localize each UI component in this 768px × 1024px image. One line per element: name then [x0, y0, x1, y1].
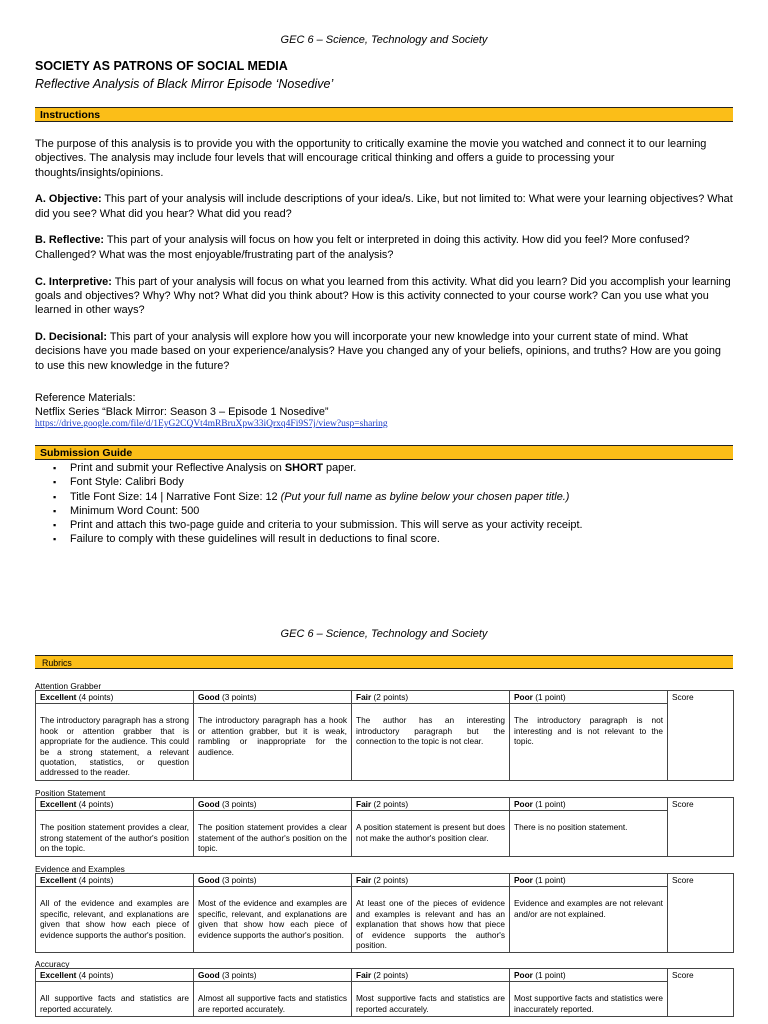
- document-title: SOCIETY AS PATRONS OF SOCIAL MEDIA: [35, 59, 288, 73]
- level-header: [36, 798, 194, 811]
- list-item: [35, 475, 733, 489]
- item-text: Minimum Word Count: 500: [70, 504, 200, 517]
- level-label: Excellent: [40, 692, 77, 702]
- item-text: paper.: [323, 462, 357, 474]
- level-points: (4 points): [76, 692, 114, 702]
- level-label: Good: [198, 875, 220, 885]
- level-points: (4 points): [76, 799, 114, 809]
- level-description: Most supportive facts and statistics were inaccurately reported.: [510, 982, 668, 1017]
- page-header: GEC 6 – Science, Technology and Society: [280, 34, 488, 46]
- level-label: Poor: [514, 799, 533, 809]
- level-description: The introductory paragraph has a strong hook or attention grabber that is appropriate for the audience. This could be a strong statement, a relevant quotation, statistics, or question addressed to the reader.: [36, 704, 194, 780]
- table-row: [36, 798, 734, 811]
- item-bold: SHORT: [284, 462, 324, 474]
- level-description: Most supportive facts and statistics are reported accurately.: [352, 982, 510, 1017]
- level-description: All of the evidence and examples are specific, relevant, and explanations are given that show how each piece of evidence supports the author's position.: [36, 887, 194, 953]
- reference-link[interactable]: https://drive.google.com/file/d/1EyG2CQVt4mRBruXpw33iQrxq4Fi9S7j/view?usp=sharing: [35, 419, 388, 429]
- bullet-icon: ▪: [53, 505, 57, 516]
- level-label: C. Interpretive:: [35, 275, 112, 288]
- level-label: Fair: [356, 799, 372, 809]
- level-points: (1 point): [532, 875, 566, 885]
- table-row: [36, 982, 734, 1017]
- level-points: (3 points): [219, 875, 257, 885]
- level-header: [352, 874, 510, 887]
- table-row: [36, 969, 734, 982]
- level-label: Good: [198, 799, 220, 809]
- level-label: Poor: [514, 970, 533, 980]
- criterion-label: Position Statement: [35, 788, 106, 798]
- level-header: [510, 798, 668, 811]
- list-item: [35, 532, 733, 546]
- level-points: (1 point): [532, 692, 566, 702]
- rubric-table-accuracy: [35, 968, 734, 1017]
- submission-list: [35, 461, 733, 547]
- level-description: There is no position statement.: [510, 811, 668, 856]
- rubric-table-evidence-examples: [35, 873, 734, 953]
- level-description: All supportive facts and statistics are reported accurately.: [36, 982, 194, 1017]
- bullet-icon: ▪: [53, 534, 57, 545]
- level-description: The introductory paragraph has a hook or attention grabber, but it is weak, rambling or inappropriate for the audience.: [194, 704, 352, 780]
- level-label: A. Objective:: [35, 193, 102, 206]
- level-decisional: [35, 330, 733, 373]
- score-cell: Score: [668, 874, 734, 953]
- reference-label: Reference Materials:: [35, 392, 136, 404]
- level-header: [36, 969, 194, 982]
- level-header: [194, 874, 352, 887]
- level-label: Fair: [356, 692, 372, 702]
- bullet-icon: ▪: [53, 477, 57, 488]
- level-reflective: [35, 233, 733, 262]
- level-points: (1 point): [532, 799, 566, 809]
- level-points: (4 points): [76, 875, 114, 885]
- level-text: This part of your analysis will explore how you will incorporate your new knowledge into your current state of mind. What decisions have you made based on your experience/analysis? Have you changed any of your beliefs, opinions, and truths? How are you going to use this new knowledge in the future?: [35, 330, 721, 372]
- table-row: [36, 887, 734, 953]
- item-text: Title Font Size: 14 | Narrative Font Size: 12: [70, 490, 281, 503]
- level-description: The position statement provides a clear statement of the author's position on the topic.: [194, 811, 352, 856]
- level-header: [36, 874, 194, 887]
- level-points: (1 point): [532, 970, 566, 980]
- level-objective: [35, 192, 733, 221]
- item-italic: (Put your full name as byline below your chosen paper title.): [280, 490, 570, 503]
- level-header: [352, 969, 510, 982]
- level-text: This part of your analysis will include descriptions of your idea/s. Like, but not limited to: What were your learning objectives? What did you see? What did you hear? What did you read?: [35, 193, 733, 220]
- level-label: Excellent: [40, 799, 77, 809]
- level-text: This part of your analysis will focus on how you felt or interpreted in doing this activity. How did you feel? More confused? Challenged? What was the most enjoyable/frustrating part of the analysis?: [35, 234, 690, 261]
- level-header: [510, 691, 668, 704]
- instructions-body: [35, 137, 733, 385]
- reference-series: Netflix Series “Black Mirror: Season 3 – Episode 1 Nosedive”: [35, 406, 329, 418]
- level-description: Most of the evidence and examples are specific, relevant, and explanations are given that show how each piece of evidence supports the author's position.: [194, 887, 352, 953]
- score-cell: Score: [668, 691, 734, 781]
- rubric-table-position-statement: [35, 797, 734, 857]
- level-label: B. Reflective:: [35, 234, 104, 247]
- rubrics-heading: Rubrics: [35, 655, 733, 669]
- table-row: [36, 691, 734, 704]
- table-row: [36, 704, 734, 780]
- level-description: The author has an interesting introductory paragraph but the connection to the topic is not clear.: [352, 704, 510, 780]
- level-points: (2 points): [371, 692, 409, 702]
- level-header: [36, 691, 194, 704]
- level-header: [510, 874, 668, 887]
- intro-paragraph: The purpose of this analysis is to provide you with the opportunity to critically examine the movie you watched and connect it to our learning objectives. The analysis may include four levels that will encourage critical thinking and offers a guide to processing your thoughts/insights/opinions.: [35, 138, 707, 179]
- level-points: (3 points): [219, 799, 257, 809]
- page-header: GEC 6 – Science, Technology and Society: [280, 628, 488, 640]
- bullet-icon: ▪: [53, 463, 57, 473]
- level-header: [194, 691, 352, 704]
- level-interpretive: [35, 275, 733, 318]
- level-points: (4 points): [76, 970, 114, 980]
- level-header: [510, 969, 668, 982]
- level-label: D. Decisional:: [35, 330, 108, 343]
- level-points: (2 points): [371, 875, 409, 885]
- level-label: Excellent: [40, 875, 77, 885]
- table-row: [36, 811, 734, 856]
- bullet-icon: ▪: [53, 491, 57, 502]
- level-description: Evidence and examples are not relevant and/or are not explained.: [510, 887, 668, 953]
- level-description: A position statement is present but does not make the author's position clear.: [352, 811, 510, 856]
- level-description: The position statement provides a clear, strong statement of the author's position on the topic.: [36, 811, 194, 856]
- level-header: [194, 798, 352, 811]
- level-header: [352, 691, 510, 704]
- bullet-icon: ▪: [53, 520, 57, 531]
- list-item: [35, 504, 733, 518]
- level-text: This part of your analysis will focus on what you learned from this activity. What did you learn? Did you accomplish your learning goals and objectives? Why? Why not? What did you think about? How is this activity connected to your course work? Can you use what you learned in other ways?: [35, 275, 731, 317]
- item-text: Print and attach this two-page guide and criteria to your submission. This will serve as your activity receipt.: [70, 519, 583, 532]
- level-label: Fair: [356, 970, 372, 980]
- level-description: At least one of the pieces of evidence and examples is relevant and has an explanation that shows how that piece of evidence supports the author's position.: [352, 887, 510, 953]
- table-row: [36, 874, 734, 887]
- level-description: Almost all supportive facts and statistics are reported accurately.: [194, 982, 352, 1017]
- rubric-table-attention-grabber: [35, 690, 734, 781]
- level-points: (3 points): [219, 692, 257, 702]
- item-text: Failure to comply with these guidelines will result in deductions to final score.: [70, 533, 440, 546]
- level-label: Good: [198, 692, 220, 702]
- score-cell: Score: [668, 798, 734, 857]
- item-text: Print and submit your Reflective Analysis on: [70, 462, 285, 474]
- level-header: [194, 969, 352, 982]
- criterion-label: Evidence and Examples: [35, 864, 125, 874]
- list-item: [35, 518, 733, 532]
- level-label: Poor: [514, 692, 533, 702]
- list-item: [35, 461, 733, 475]
- list-item: [35, 490, 733, 504]
- submission-guide-heading: Submission Guide: [35, 445, 733, 460]
- instructions-heading: Instructions: [35, 107, 733, 122]
- level-description: The introductory paragraph is not interesting and is not relevant to the topic.: [510, 704, 668, 780]
- level-points: (2 points): [371, 970, 409, 980]
- level-points: (2 points): [371, 799, 409, 809]
- document-subtitle: Reflective Analysis of Black Mirror Episode ‘Nosedive’: [35, 77, 334, 91]
- item-text: Font Style: Calibri Body: [70, 476, 184, 489]
- level-label: Poor: [514, 875, 533, 885]
- level-label: Good: [198, 970, 220, 980]
- criterion-label: Accuracy: [35, 959, 70, 969]
- criterion-label: Attention Grabber: [35, 681, 102, 691]
- level-points: (3 points): [219, 970, 257, 980]
- level-header: [352, 798, 510, 811]
- level-label: Fair: [356, 875, 372, 885]
- score-cell: Score: [668, 969, 734, 1017]
- level-label: Excellent: [40, 970, 77, 980]
